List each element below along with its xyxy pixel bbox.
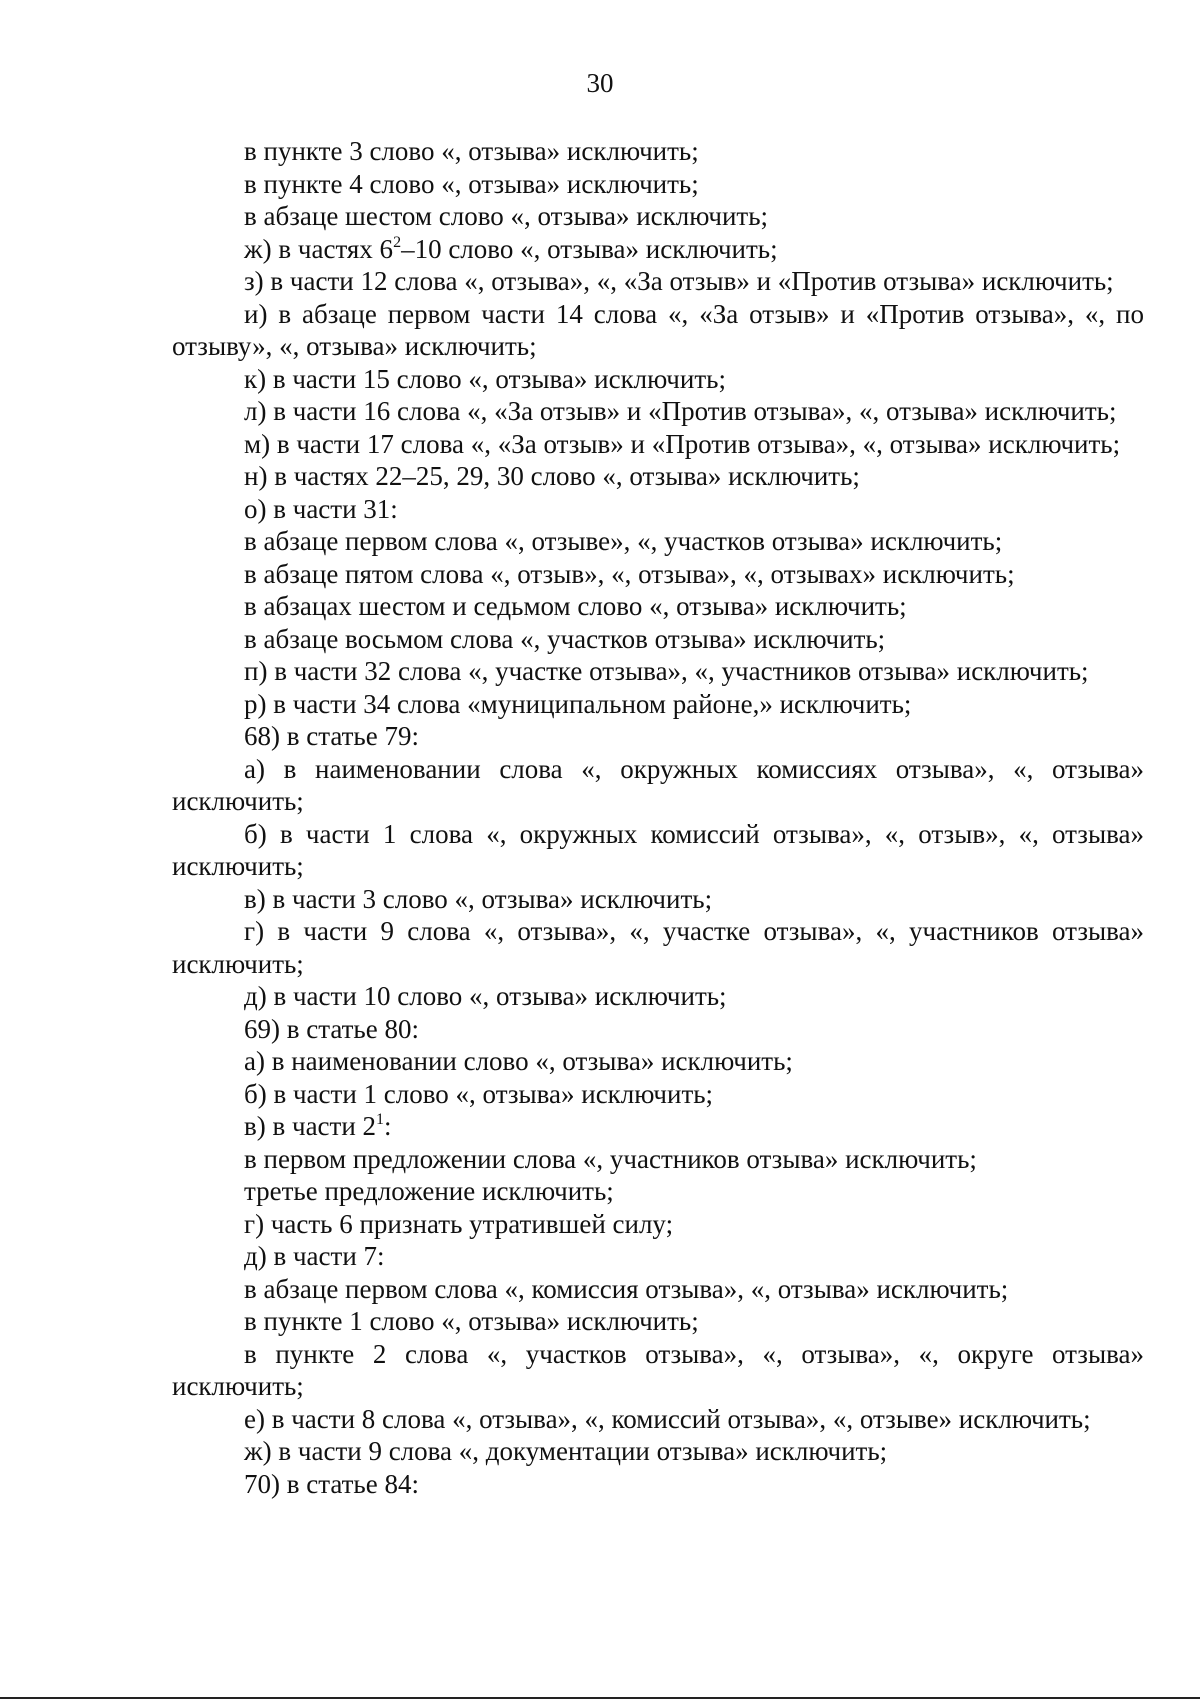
paragraph: з) в части 12 слова «, отзыва», «, «За отзыв» и «Против отзыва» исключить; — [244, 266, 1114, 296]
document-body — [172, 135, 1144, 1500]
paragraph: в пункте 4 слово «, отзыва» исключить; — [244, 168, 699, 199]
paragraph: 70) в статье 84: — [244, 1468, 419, 1499]
paragraph: в) в части 3 слово «, отзыва» исключить; — [244, 883, 713, 914]
paragraph-text: в) в части 2 — [244, 1111, 377, 1141]
paragraph-text: ж) в частях 6 — [244, 233, 394, 264]
paragraph — [172, 1110, 1144, 1143]
paragraph: в пункте 2 слова «, участков отзыва», «, отзыва», «, округе отзыва» исключить; — [172, 1338, 1144, 1401]
paragraph: д) в части 10 слово «, отзыва» исключить; — [244, 981, 727, 1011]
paragraph: р) в части 34 слова «муниципальном районе,» исключить; — [244, 688, 912, 719]
paragraph: в пункте 1 слово «, отзыва» исключить; — [244, 1306, 699, 1336]
paragraph: к) в части 15 слово «, отзыва» исключить; — [244, 363, 726, 394]
page-number: 30 — [586, 68, 614, 98]
paragraph: и) в абзаце первом части 14 слова «, «За отзыв» и «Против отзыва», «, по отзыву», «, отзыва» исключить; — [172, 298, 1144, 361]
paragraph: а) в наименовании слова «, окружных комиссиях отзыва», «, отзыва» исключить; — [172, 753, 1144, 816]
paragraph: в абзаце первом слова «, комиссия отзыва», «, отзыва» исключить; — [244, 1273, 1009, 1304]
paragraph: в абзацах шестом и седьмом слово «, отзыва» исключить; — [244, 591, 907, 621]
bottom-rule — [0, 1697, 1200, 1699]
paragraph: в абзаце первом слова «, отзыве», «, участков отзыва» исключить; — [244, 526, 1003, 556]
superscript: 2 — [393, 233, 402, 251]
paragraph: б) в части 1 слова «, окружных комиссий отзыва», «, отзыв», «, отзыва» исключить; — [172, 818, 1144, 881]
paragraph: о) в части 31: — [244, 493, 398, 524]
paragraph: в пункте 3 слово «, отзыва» исключить; — [244, 136, 699, 166]
paragraph: м) в части 17 слова «, «За отзыв» и «Против отзыва», «, отзыва» исключить; — [244, 428, 1121, 459]
paragraph: л) в части 16 слова «, «За отзыв» и «Против отзыва», «, отзыва» исключить; — [244, 396, 1117, 426]
paragraph — [172, 233, 1144, 266]
paragraph: 69) в статье 80: — [244, 1013, 419, 1044]
superscript: 1 — [376, 1111, 385, 1128]
paragraph: г) в части 9 слова «, отзыва», «, участке отзыва», «, участников отзыва» исключить; — [172, 916, 1144, 979]
paragraph: в абзаце пятом слова «, отзыв», «, отзыва», «, отзывах» исключить; — [244, 558, 1015, 589]
paragraph-text: : — [384, 1111, 392, 1141]
paragraph: 68) в статье 79: — [244, 721, 419, 751]
paragraph: б) в части 1 слово «, отзыва» исключить; — [244, 1078, 714, 1109]
paragraph: г) часть 6 признать утратившей силу; — [244, 1208, 674, 1239]
paragraph: п) в части 32 слова «, участке отзыва», «, участников отзыва» исключить; — [244, 656, 1089, 686]
paragraph: третье предложение исключить; — [244, 1176, 614, 1206]
paragraph: в первом предложении слова «, участников отзыва» исключить; — [244, 1143, 977, 1174]
paragraph: в абзаце шестом слово «, отзыва» исключить; — [244, 201, 769, 231]
paragraph: е) в части 8 слова «, отзыва», «, комиссий отзыва», «, отзыве» исключить; — [244, 1403, 1091, 1434]
paragraph: в абзаце восьмом слова «, участков отзыва» исключить; — [244, 623, 886, 654]
paragraph-text: –10 слово «, отзыва» исключить; — [401, 233, 778, 264]
paragraph: ж) в части 9 слова «, документации отзыва» исключить; — [244, 1436, 888, 1466]
paragraph: н) в частях 22–25, 29, 30 слово «, отзыва» исключить; — [244, 461, 860, 491]
paragraph: а) в наименовании слово «, отзыва» исключить; — [244, 1046, 793, 1076]
paragraph: д) в части 7: — [244, 1241, 385, 1271]
